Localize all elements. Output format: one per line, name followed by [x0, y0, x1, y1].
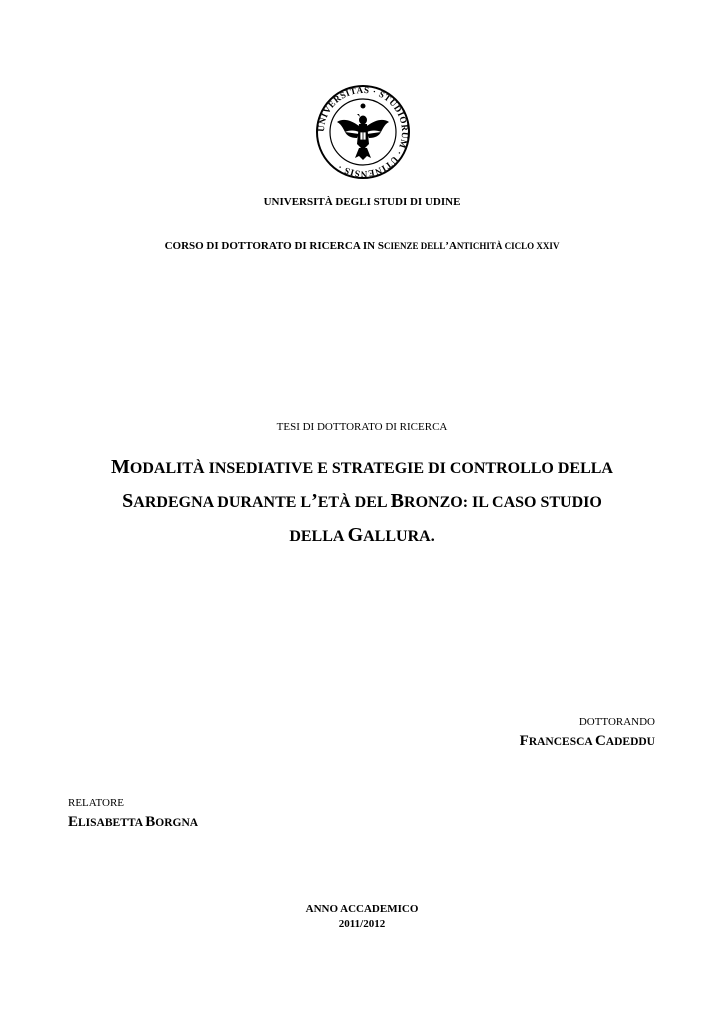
- title-text: ’: [311, 490, 318, 512]
- course-text: CIENZE DELL: [384, 241, 446, 251]
- name-text: RANCESCA: [528, 736, 595, 748]
- title-text: DELLA: [289, 528, 348, 545]
- university-seal-eagle-icon: [315, 84, 411, 180]
- academic-year-label: ANNO ACCADEMICO: [305, 903, 419, 915]
- title-text: ETÀ DEL: [317, 494, 391, 511]
- course-text: S: [377, 240, 385, 252]
- title-text: RONZO: IL CASO STUDIO: [404, 494, 602, 511]
- title-text: ALLURA.: [363, 528, 435, 545]
- title-text: B: [390, 490, 405, 512]
- academic-year-value: 2011/2012: [338, 918, 386, 930]
- title-text: ODALITÀ INSEDIATIVE E STRATEGIE DI CONTROLLO DELLA: [129, 460, 613, 477]
- name-text: LISABETTA: [78, 817, 146, 829]
- name-text: F: [519, 733, 529, 749]
- course-text: NTICHITÀ CICLO XXIV: [456, 241, 560, 251]
- relator-label: RELATORE: [68, 797, 125, 809]
- relator-name: [68, 814, 198, 831]
- title-text: M: [111, 456, 130, 478]
- name-text: C: [594, 733, 606, 749]
- name-text: E: [68, 814, 79, 830]
- name-text: B: [145, 814, 156, 830]
- course-text: CORSO DI DOTTORATO DI RICERCA IN: [164, 240, 378, 252]
- thesis-title: [0, 451, 724, 553]
- university-name: UNIVERSITÀ DEGLI STUDI DI UDINE: [263, 196, 461, 208]
- name-text: ADEDDU: [605, 736, 655, 748]
- title-line-1: [0, 451, 724, 485]
- course-text: ’: [445, 240, 449, 252]
- title-text: ARDEGNA DURANTE L: [133, 494, 312, 511]
- university-seal: [315, 84, 411, 180]
- doctorand-label: DOTTORANDO: [578, 716, 655, 728]
- course-text: A: [448, 240, 457, 252]
- title-text: S: [122, 490, 134, 512]
- title-text: G: [347, 524, 364, 546]
- svg-text:UNIVERSITAS · STUDIORUM · UTIN: UNIVERSITAS · STUDIORUM · UTINENSIS ·: [315, 84, 411, 180]
- doctoral-course: [0, 240, 724, 252]
- name-text: ORGNA: [155, 817, 199, 829]
- doctorand-name: [520, 733, 655, 750]
- thesis-type: TESI DI DOTTORATO DI RICERCA: [276, 421, 448, 433]
- title-line-3: [0, 519, 724, 553]
- title-line-2: [0, 485, 724, 519]
